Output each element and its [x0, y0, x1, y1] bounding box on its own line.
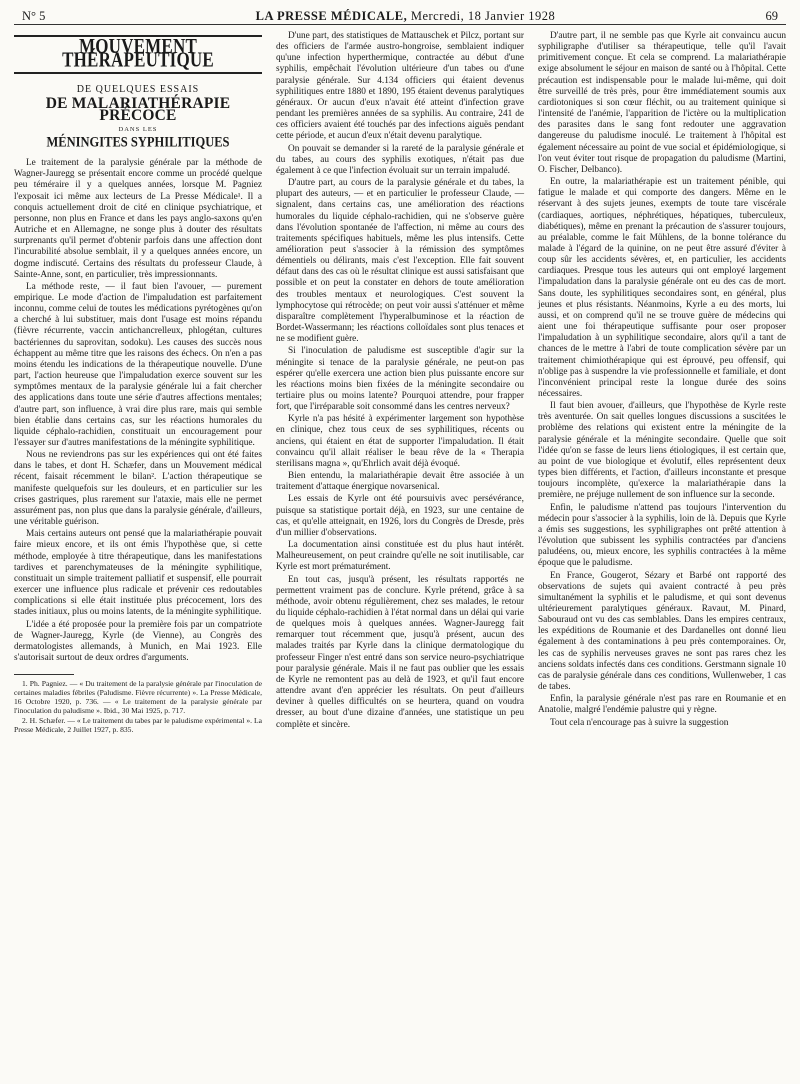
article-title-line-2: DE MALARIATHÉRAPIE PRÉCOCE — [45, 95, 231, 124]
paragraph: Kyrle n'a pas hésité à expérimenter largement son hypothèse en clinique, chez tous ceux de ses syphilitiques, récents ou anciens, qui étaient en état de supporter l'impaludation. Il était convaincu qu'il allait réaliser le beau rêve de la « Therapia sterilisans magna », qu'Ehrlich avait déjà évoqué. — [276, 414, 524, 469]
article-title-line-3: DANS LES — [118, 125, 158, 133]
paragraph: Il faut bien avouer, d'ailleurs, que l'hypothèse de Kyrle reste très aventurée. On sait quelles longues discussions a suscitées le problème des relations qui existent entre la méningite de la paralysie générale et la méningite secondaire. Quelle que soit l'idée qu'on se fasse de leurs liens étiologiques, il est certain que, au point de vue biologique et évolutif, elles représentent deux types bien différents, et l'action, d'ailleurs inconstante et presque toujours incomplète, qu'exerce la malariathérapie dans la première, ne préjuge nullement de son influence sur la seconde. — [538, 401, 786, 501]
paragraph: Tout cela n'encourage pas à suivre la suggestion — [550, 717, 729, 728]
paragraph: Nous ne reviendrons pas sur les expériences qui ont été faites dans le tabes, et dont H. Schæfer, dans un Mouvement médical récent, faisait récemment le bilan². L'action thérapeutique se manifeste quelquefois sur les douleurs, et en particulier sur les crises gastriques, plus rarement sur l'ataxie, mais elle ne permet assurément pas, non plus que dans la paralysie générale, d'ailleurs, une véritable guérison. — [14, 450, 262, 528]
section-rubric — [14, 35, 262, 74]
article-columns — [14, 25, 786, 735]
section-title: MOUVEMENT THÉRAPEUTIQUE — [62, 34, 214, 72]
page-number: 69 — [765, 9, 778, 23]
paragraph: D'une part, des statistiques de Mattauschek et Pilcz, portant sur des officiers de l'armée austro-hongroise, semblaient indiquer qu'une infection hyperthermique, contractée au début d'une syphilis, empêchait l'évolution ultérieure d'un tabes ou d'une paralysie générale. Sur 4.134 officiers qui étaient devenus syphilitiques entre 1880 et 1890, 195 étaient devenus paralytiques généraux. Or aucun d'eux n'avait été atteint d'infection grave pendant les premières années de sa syphilis. Au contraire, 241 de ces officiers avaient été touchés par des infections aiguës pendant cette période, et aucun d'eux n'était devenu paralytique. — [276, 31, 524, 142]
paragraph: D'autre part, au cours de la paralysie générale et du tabes, la plupart des auteurs, — et en particulier le professeur Claude, — signalent, dans certains cas, une amélioration des réactions humorales du liquide céphalo-rachidien, qui ne s'observe guère dans l'évolution spontanée de l'affection, ni même au cours des traitements spécifiques habituels, même les plus intensifs. Cette amélioration peut s'associer à la rémission des symptômes démentiels ou délirants, mais c'est l'exception. Elle fait souvent défaut dans des cas où le résultat clinique est aussi satisfaisant que possible et on peut la constater en dehors de toute amélioration des troubles mentaux et neurologiques. C'est souvent la lymphocytose qui rétrocède; on peut voir aussi s'atténuer et même disparaître complètement l'hyperalbuminose et la réaction de Bordet-Wassermann; les réactions colloïdales sont plus tenaces et ne se modifient guère. — [276, 178, 524, 345]
footnote: 1. Ph. Pagniez. — « Du traitement de la paralysie générale par l'inoculation de certaines maladies fébriles (Paludisme. Fièvre récurrente) ». La Presse Médicale, 16 Octobre 1920, p. 736. — « Le traitement de la paralysie générale par l'inoculation du paludisme ». Ibid., 30 Mai 1925, p. 717. — [14, 679, 262, 716]
column-2 — [276, 31, 524, 735]
paragraph: Les essais de Kyrle ont été poursuivis avec persévérance, puisque sa statistique portait déjà, en 1923, sur une centaine de cas, et qu'elle atteignait, en 1926, lors du Congrès de Dresde, près d'un millier d'observations. — [276, 494, 524, 538]
journal-name: LA PRESSE MÉDICALE, — [255, 9, 408, 23]
paragraph: En tout cas, jusqu'à présent, les résultats rapportés ne permettent vraiment pas de conclure. Kyrle prétend, grâce à sa méthode, avoir obtenu régulièrement, chez ses malades, le retour du liquide céphalo-rachidien à l'état normal dans un délai qui varie de quelques mois à quelques années. Wagner-Jauregg fait remarquer tout récemment que, jusqu'à présent, aucun des malades traités par Kyrle dans la clinique dermatologique du professeur Finger n'est entré dans son service neuro-psychiatrique pour paralysie générale. Mais il ne faut pas oublier que les essais de Kyrle ne remontent pas au delà de 1923, et qu'il faut encore attendre avant d'en apprécier les résultats. On peut d'ailleurs deviner à quelles difficultés on se heurtera, quand on voudra dresser, au bout d'une dizaine d'années, une statistique un peu complète et sincère. — [276, 574, 524, 730]
paragraph: D'autre part, il ne semble pas que Kyrle ait convaincu aucun syphiligraphe d'utiliser sa thérapeutique, telle qu'il l'avait primitivement conçue. Et cela se comprend. La malariathérapie exige absolument le séjour en maison de santé ou à l'hôpital. Cette précaution est indispensable pour le malade lui-même, qui doit être surveillé de très près, pour être immédiatement soumis aux cardiotoniques si son cœur fléchit, ou au traitement quinique si l'intensité de l'anémie, l'apparition de l'ictère ou la multiplication des parasites dans le sang font redouter une aggravation dangereuse du paludisme inoculé. Le traitement à l'hôpital est également nécessaire au point de vue social et épidémiologique, si l'on veut éviter tout risque de propagation du paludisme (Martini, O. Fischer, Delbanco). — [538, 31, 786, 175]
article-title — [14, 84, 262, 148]
paragraph: Enfin, la paralysie générale n'est pas rare en Roumanie et en Anatolie, malgré l'endémie palustre qui y règne. — [538, 694, 786, 716]
paragraph: Si l'inoculation de paludisme est susceptible d'agir sur la méningite si tenace de la paralysie générale, ne peut-on pas espérer qu'elle exercera une action bien plus puissante encore sur les réactions moins bien fixées de la méningite secondaire ou tertiaire plus ou moins latente? Pourquoi attendre, pour frapper fort, que l'irréparable soit consommé dans les centres nerveux? — [276, 346, 524, 413]
footnote: 2. H. Schæfer. — « Le traitement du tabes par le paludisme expérimental ». La Presse Médicale, 2 Juillet 1927, p. 835. — [14, 716, 262, 735]
paragraph: Bien entendu, la malariathérapie devait être associée à un traitement d'attaque énergique novarsenical. — [276, 471, 524, 493]
paragraph: Mais certains auteurs ont pensé que la malariathérapie pouvait faire mieux encore, et ils ont émis l'hypothèse que, si cette méthode, employée à titre thérapeutique, dans les manifestations tardives et parenchymateuses de la méningite syphilitique, constituait un simple traitement palliatif et suspensif, elle pourrait exercer une influence plus radicale et prévenir ces redoutables complications si elle était instituée plus précocement, lors des stades initiaux, plus ou moins latents, de la méningite syphilitique. — [14, 529, 262, 618]
newspaper-page — [0, 2, 800, 1084]
paragraph: Le traitement de la paralysie générale par la méthode de Wagner-Jauregg se présentait encore comme un procédé quelque peu téméraire il y a quelques années, lorsque M. Pagniez l'exposait ici même aux lecteurs de La Presse Médicale¹. Il a conquis actuellement droit de cité en clinique psychiatrique, et personne, non plus en France et dans les pays anglo-saxons qu'en Autriche et en Allemagne, ne songe plus à douter des résultats surprenants qu'il permet d'obtenir parfois dans une affection dont l'incurabilité absolue semblait, il y a quelques années encore, un dogme indiscuté. Certains des résultats du professeur Claude, à Sainte-Anne, sont, en particulier, très impressionnants. — [14, 158, 262, 280]
issue-date: Mercredi, 18 Janvier 1928 — [410, 9, 556, 23]
masthead — [256, 9, 556, 24]
paragraph: En France, Gougerot, Sézary et Barbé ont rapporté des observations de sujets qui avaient contracté à peu près simultanément la syphilis et le paludisme, et qui sont devenus ultérieurement paralytiques généraux. Ravaut, M. Pinard, Sabouraud ont vu des cas semblables. Dans les empires centraux, les expéditions de Roumanie et des Dardanelles ont donné lieu également à des contaminations à peu près contemporaines. Or, les cas de syphilis nerveuses graves ne sont pas rares chez les anciens soldats infectés dans ces conditions. Gerstmann signale 10 cas de paralysie générale dans ces conditions, Wullenweber, 1 cas de tabes. — [538, 570, 786, 693]
paragraph: La documentation ainsi constituée est du plus haut intérêt. Malheureusement, on peut craindre qu'elle ne soit inutilisable, car Kyrle est mort prématurément. — [276, 540, 524, 573]
article-title-line-4: MÉNINGITES SYPHILITIQUES — [46, 133, 230, 150]
footnote-divider — [14, 674, 74, 675]
paragraph: L'idée a été proposée pour la première fois par un compatriote de Wagner-Jauregg, Kyrle (de Vienne), au Congrès des dermatologistes allemands, à Munich, en Mai 1923. Elle s'autorisait surtout de deux ordres d'arguments. — [14, 619, 262, 663]
issue-number: N° 5 — [22, 9, 46, 23]
article-title-line-1: DE QUELQUES ESSAIS — [76, 84, 200, 96]
paragraph: La méthode reste, — il faut bien l'avouer, — purement empirique. Le mode d'action de l'impaludation est parfaitement inconnu, comme celui de toutes les médications pyrétogènes qu'on a cherché à lui substituer, mais dont l'usage est moins répandu (fièvre récurrente, vaccin antichancrelleux, phlogétan, cultures bactériennes du saprovitan, sodoku). Les causes des succès nous échappent au même titre que les raisons des échecs. On n'en a pas moins étendu les indications de la thérapeutique nouvelle. D'une part, l'action heureuse que l'impaludation exerce souvent sur les symptômes mentaux de la paralysie générale lui a fait chercher des applications dans toute une série d'autres affections mentales; d'autre part, son influence, à vrai dire plus rare, mais qui semble bien établie dans certains cas, sur les réactions humorales du liquide céphalo-rachidien, constituait un encouragement pour l'essayer sur d'autres manifestations de la méningite syphilitique. — [14, 281, 262, 448]
paragraph: En outre, la malariathérapie est un traitement pénible, qui fatigue le malade et qui comporte des dangers. Même en le réservant à des sujets jeunes, exempts de toute tare viscérale (cardiaques, aortiques, néphrétiques, hépatiques, tuberculeux, diabétiques), même en prenant la précaution de s'assurer toujours, au préalable, comme le fait Mühlens, de la bonne tolérance du malade à l'égard de la quinine, on ne peut être assuré d'éviter à coup sûr les accidents sévères, et, en particulier, les accidents cardiaques. Presque tous les auteurs qui ont employé largement l'impaludation dans la paralysie générale ont eu des cas de mort. Sans doute, les syphilitiques secondaires sont, en général, plus jeunes et plus résistants. Néanmoins, Kyrle a eu des morts, lui aussi, et on comprend qu'il ne se trouve guère de médecins qui aient une foi thérapeutique suffisante pour oser proposer l'impaludation à un syphilitique secondaire, alors qu'il a tant de chances de le mettre à l'abri de toute complication sévère par un traitement chimiothérapique qui est éprouvé, peu offensif, qui n'oblige pas à suspendre la vie professionnelle et familiale, et dont l'inconvénient principal reste la longue durée des soins nécessaires. — [538, 177, 786, 399]
column-1 — [14, 31, 262, 735]
page-header — [14, 2, 786, 25]
paragraph: Enfin, le paludisme n'attend pas toujours l'intervention du médecin pour s'associer à la syphilis, loin de là. Depuis que Kyrle a émis ses suggestions, les syphiligraphes ont prêté attention à l'évolution que subissent les syphilis contractées par d'anciens paludéens, ou, mieux encore, les syphilis contractées à la même époque que le paludisme. — [538, 502, 786, 569]
paragraph: On pouvait se demander si la rareté de la paralysie générale et du tabes, au cours des syphilis exotiques, n'était pas due également à ce que l'infection évoluait sur un terrain impaludé. — [276, 143, 524, 176]
column-3 — [538, 31, 786, 735]
footnotes — [14, 679, 262, 734]
